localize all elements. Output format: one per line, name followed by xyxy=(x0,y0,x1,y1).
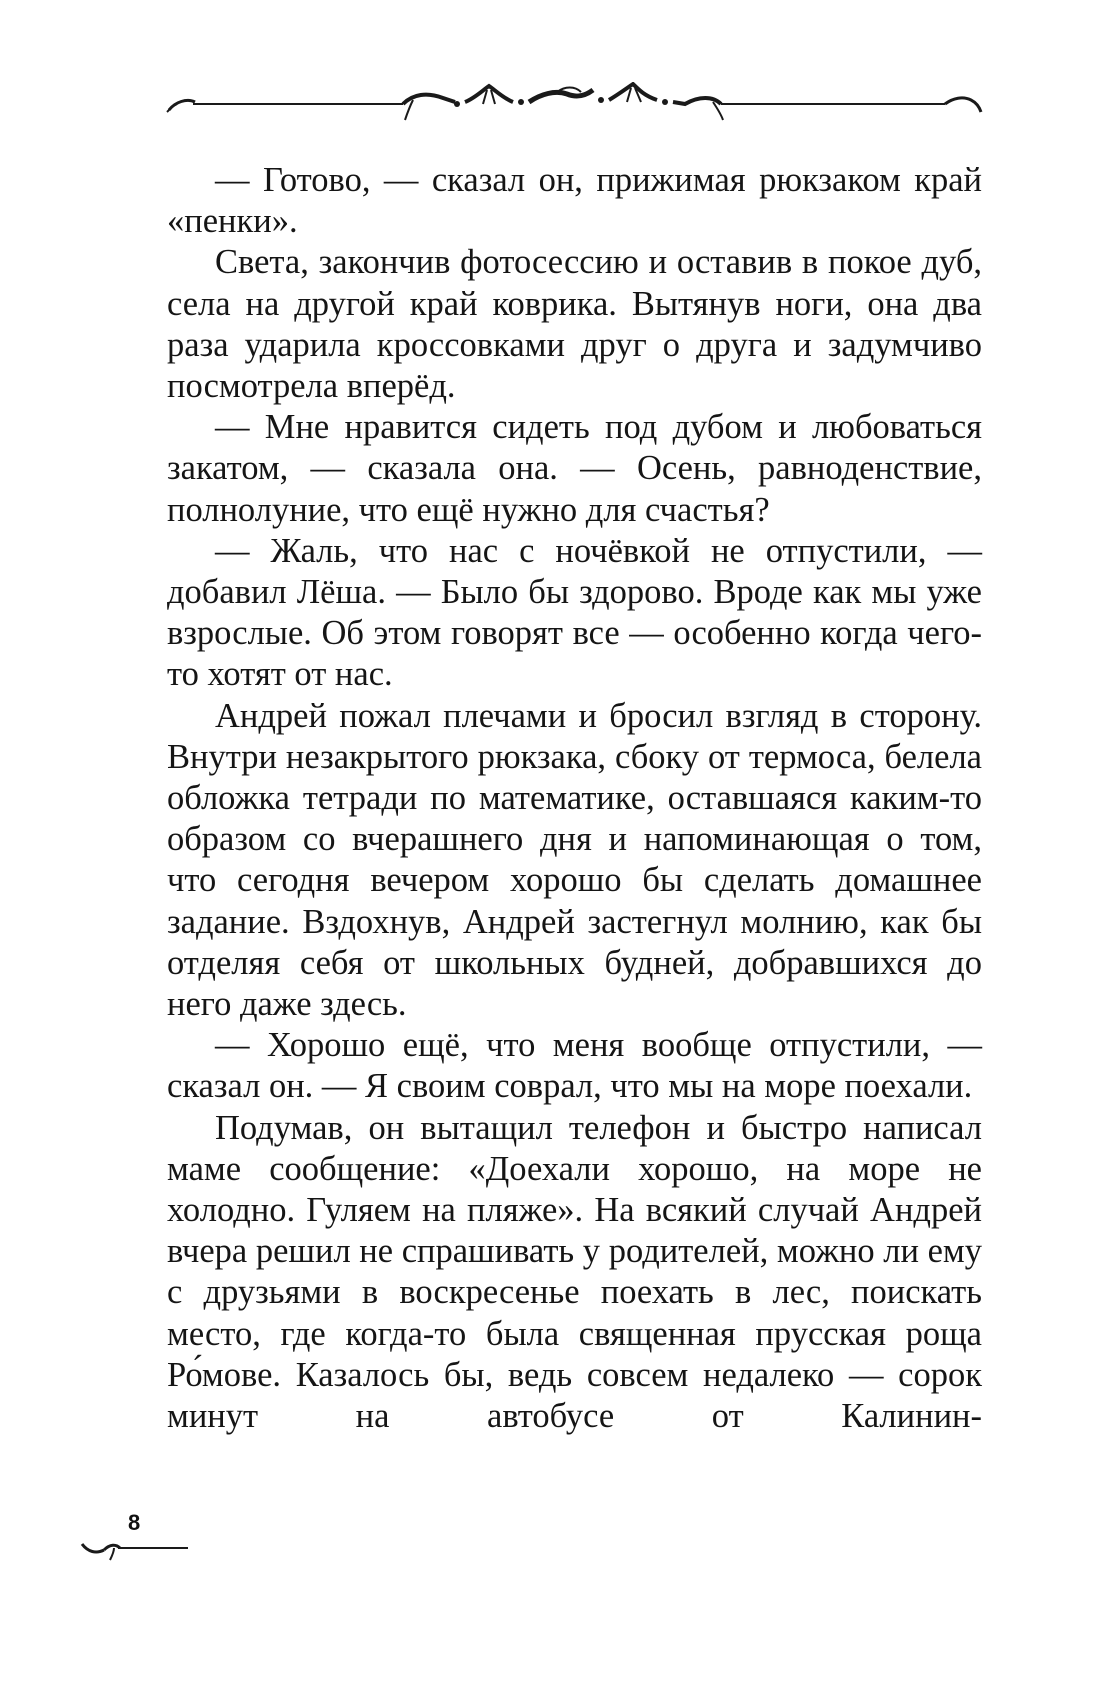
page-footer xyxy=(80,1510,190,1570)
paragraph: Подумав, он вытащил телефон и быстро написал маме сообщение: «Доехали хорошо, на море не холодно. Гуляем на пляже». На всякий случай Андрей вчера решил не спрашивать у родителей, можно ли ему с друзьями в воскресенье поехать в лес, поискать место, где когда-то была священная прусская роща Ро́мове. Казалось бы, ведь совсем недалеко — сорок минут на автобусе от Калинин- xyxy=(167,1108,982,1436)
paragraph: — Жаль, что нас с ночёвкой не отпустили, — добавил Лёша. — Было бы здорово. Вроде как мы уже взрослые. Об этом говорят все — особенно когда чего-то хотят от нас. xyxy=(167,531,982,694)
page-number: 8 xyxy=(128,1510,141,1535)
page-text xyxy=(167,160,982,1437)
paragraph: Андрей пожал плечами и бросил взгляд в сторону. Внутри незакрытого рюкзака, сбоку от термоса, белела обложка тетради по математике, оставшаяся каким-то образом со вчерашнего дня и напоминающая о том, что сегодня вечером хорошо бы сделать домашнее задание. Вздохнув, Андрей застегнул молнию, как бы отделяя себя от школьных будней, добравшихся до него даже здесь. xyxy=(167,696,982,1024)
paragraph: Света, закончив фотосессию и оставив в покое дуб, села на другой край коврика. Вытянув ноги, она два раза ударила кроссовками друг о друга и задумчиво посмотрела вперёд. xyxy=(167,243,982,406)
paragraph: — Хорошо ещё, что меня вообще отпустили, — сказал он. — Я своим соврал, что мы на море поехали. xyxy=(167,1026,982,1106)
header-ornament-icon xyxy=(165,82,985,130)
paragraph: — Готово, — сказал он, прижимая рюкзаком край «пенки». xyxy=(167,161,982,241)
footer-ornament-icon xyxy=(80,1538,190,1562)
paragraph: — Мне нравится сидеть под дубом и любоваться закатом, — сказала она. — Осень, равноденствие, полнолуние, что ещё нужно для счастья? xyxy=(167,408,982,529)
